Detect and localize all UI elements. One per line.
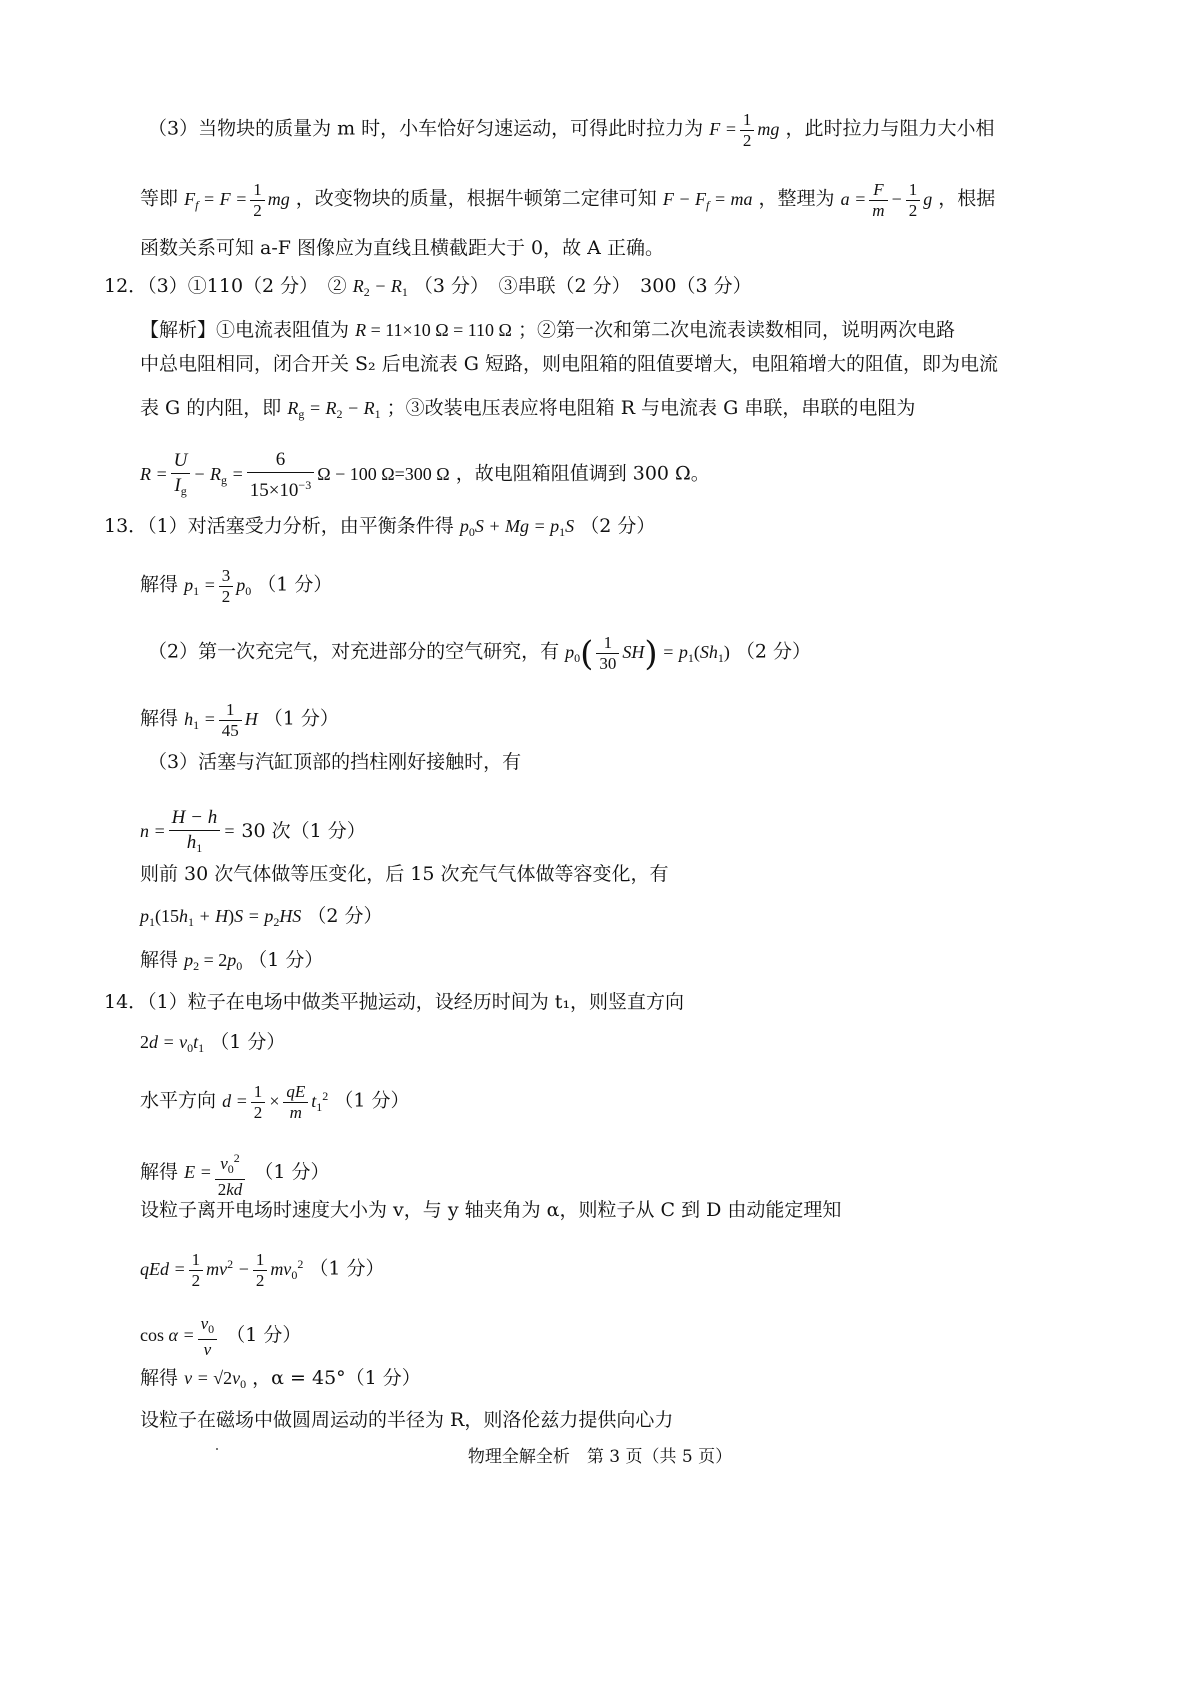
text-segment: ；②第一次和第二次电流表读数相同，说明两次电路 xyxy=(517,319,955,341)
formula-Ff: $F_f = F$ = $\frac{1}{2}$ mg xyxy=(184,180,290,220)
text-line: 则前 30 次气体做等压变化，后 15 次充气气体做等容变化，有 xyxy=(140,863,669,885)
text-line: 设粒子在磁场中做圆周运动的半径为 R，则洛伦兹力提供向心力 xyxy=(140,1409,674,1431)
text-segment: （2 分） xyxy=(580,515,656,537)
text-segment: （2 分） xyxy=(307,905,383,927)
formula-first-fill: $p_0$( $\frac{1}{30}$ $SH) = p_1(Sh_1)$ xyxy=(565,633,730,674)
formula-cos: cos α = $\frac{v_0}{v}$ xyxy=(140,1325,220,1345)
text-line xyxy=(140,318,955,342)
formula-F-half-mg: F = $\frac{1}{2}$ mg xyxy=(709,110,780,150)
text-line xyxy=(148,633,811,674)
text-segment: 解得 xyxy=(140,1367,179,1389)
text-line xyxy=(140,180,995,221)
text-line xyxy=(148,110,994,151)
formula-E: E = $\frac{v_0^2}{2kd}$ xyxy=(184,1162,248,1182)
text-segment: 水平方向 xyxy=(140,1089,217,1112)
formula-h1: $h_1$ = $\frac{1}{45}$ H xyxy=(184,700,258,740)
formula-Rg: $R_g = R_2 - R_1$ xyxy=(287,398,381,421)
question-14-line: 14．（1）粒子在电场中做类平抛运动，设经历时间为 t₁，则竖直方向 xyxy=(104,991,685,1013)
formula-newton: $F - F_f$ = ma xyxy=(662,188,753,212)
text-line xyxy=(140,396,915,426)
text-segment: ，α = 45°（1 分） xyxy=(252,1367,421,1389)
text-segment: 【解析】①电流表阻值为 xyxy=(140,319,350,341)
text-line xyxy=(140,700,339,741)
text-segment: 表 G 的内阻，即 xyxy=(140,397,282,419)
formula-R2-R1: $R_2 - R_1$ xyxy=(352,276,408,299)
text-segment: （1 分） xyxy=(248,949,324,971)
formula-v: $v = √2v_0$ xyxy=(184,1368,247,1391)
text-line xyxy=(140,1250,385,1291)
text-line: （3）活塞与汽缸顶部的挡柱刚好接触时，有 xyxy=(148,751,522,773)
formula-a: a = $\frac{F}{m}$ − $\frac{1}{2}$ g xyxy=(840,180,933,220)
formula-n: n = $\frac{H - h}{h_1}$ = xyxy=(140,807,236,855)
formula-energy: qEd = $\frac{1}{2}$ $mv^2$ − $\frac{1}{2}$ $mv_0^2$ xyxy=(140,1250,304,1290)
text-line xyxy=(140,904,383,934)
text-line xyxy=(140,1148,329,1200)
text-line: 中总电阻相同，闭合开关 S₂ 后电流表 G 短路，则电阻箱的阻值要增大，电阻箱增大的阻值，即为电流 xyxy=(140,353,998,375)
question-12-answer xyxy=(104,274,752,304)
text-segment: （2）第一次充完气，对充进部分的空气研究，有 xyxy=(148,640,560,663)
page-footer: 物理全解全析 第 3 页（共 5 页） xyxy=(467,1447,733,1467)
formula-d: d = $\frac{1}{2}$ × $\frac{qE}{m}$ $t_1^2$ xyxy=(222,1082,329,1122)
formula-2d: $2d = v_0t_1$ xyxy=(140,1032,205,1055)
text-line xyxy=(140,1366,421,1396)
text-line: 函数关系可知 a-F 图像应为直线且横截距大于 0，故 A 正确。 xyxy=(140,237,664,259)
formula-balance: $p_0S + Mg = p_1S$ xyxy=(459,516,575,539)
text-line xyxy=(140,948,323,978)
formula-isovolumetric: $p_1(15h_1 + H)S = p_2HS$ xyxy=(140,906,302,929)
text-segment: 解得 xyxy=(140,707,179,730)
text-segment: （1 分） xyxy=(309,1257,385,1280)
text-segment: （1 分） xyxy=(226,1324,302,1347)
formula-R-300: R = $\frac{U}{I_g}$ − $R_g$ = $\frac{6}{15\times 10^{-3}}$ Ω − 100 Ω=300 Ω xyxy=(140,449,450,501)
text-segment: （1 分） xyxy=(257,573,333,596)
text-segment: ，改变物块的质量，根据牛顿第二定律可知 xyxy=(295,187,657,210)
text-line xyxy=(140,1314,301,1360)
formula-p2: $p_2 = 2p_0$ xyxy=(184,950,243,973)
text-segment: 解得 xyxy=(140,1161,179,1184)
text-segment: （1 分） xyxy=(254,1161,330,1184)
text-segment: 解得 xyxy=(140,573,179,596)
text-segment: （1 分） xyxy=(210,1031,286,1053)
text-line: 设粒子离开电场时速度大小为 v，与 y 轴夹角为 α，则粒子从 C 到 D 由动能定理知 xyxy=(140,1199,842,1221)
text-line xyxy=(140,1030,285,1060)
text-segment: （3 分） ③串联（2 分） 300（3 分） xyxy=(413,275,752,297)
text-segment: ，此时拉力与阻力大小相 xyxy=(785,117,995,140)
text-line xyxy=(140,566,332,607)
text-segment: （2 分） xyxy=(735,640,812,663)
text-segment: ，根据 xyxy=(938,187,996,210)
text-segment: （3）当物块的质量为 m 时，小车恰好匀速运动，可得此时拉力为 xyxy=(148,117,704,140)
formula-R-110: R = 11×10 Ω = 110 Ω xyxy=(355,320,512,340)
question-13-line xyxy=(104,514,655,544)
text-segment: 解得 xyxy=(140,949,179,971)
text-segment: 13．（1）对活塞受力分析，由平衡条件得 xyxy=(104,515,454,537)
text-line xyxy=(140,806,366,860)
text-segment: （1 分） xyxy=(334,1089,410,1112)
text-line xyxy=(140,448,710,503)
text-segment: ，故电阻箱阻值调到 300 Ω。 xyxy=(455,462,710,485)
text-segment: ，整理为 xyxy=(758,187,835,210)
text-segment: （1 分） xyxy=(263,707,339,730)
text-line xyxy=(140,1082,409,1123)
formula-p1: $p_1$ = $\frac{3}{2}$ $p_0$ xyxy=(184,566,252,606)
text-segment: 12．（3）①110（2 分） ② xyxy=(104,275,347,297)
text-segment: 等即 xyxy=(140,187,179,210)
text-segment: ；③改装电压表应将电阻箱 R 与电流表 G 串联，串联的电阻为 xyxy=(386,397,916,419)
text-segment: 30 次（1 分） xyxy=(241,820,366,843)
